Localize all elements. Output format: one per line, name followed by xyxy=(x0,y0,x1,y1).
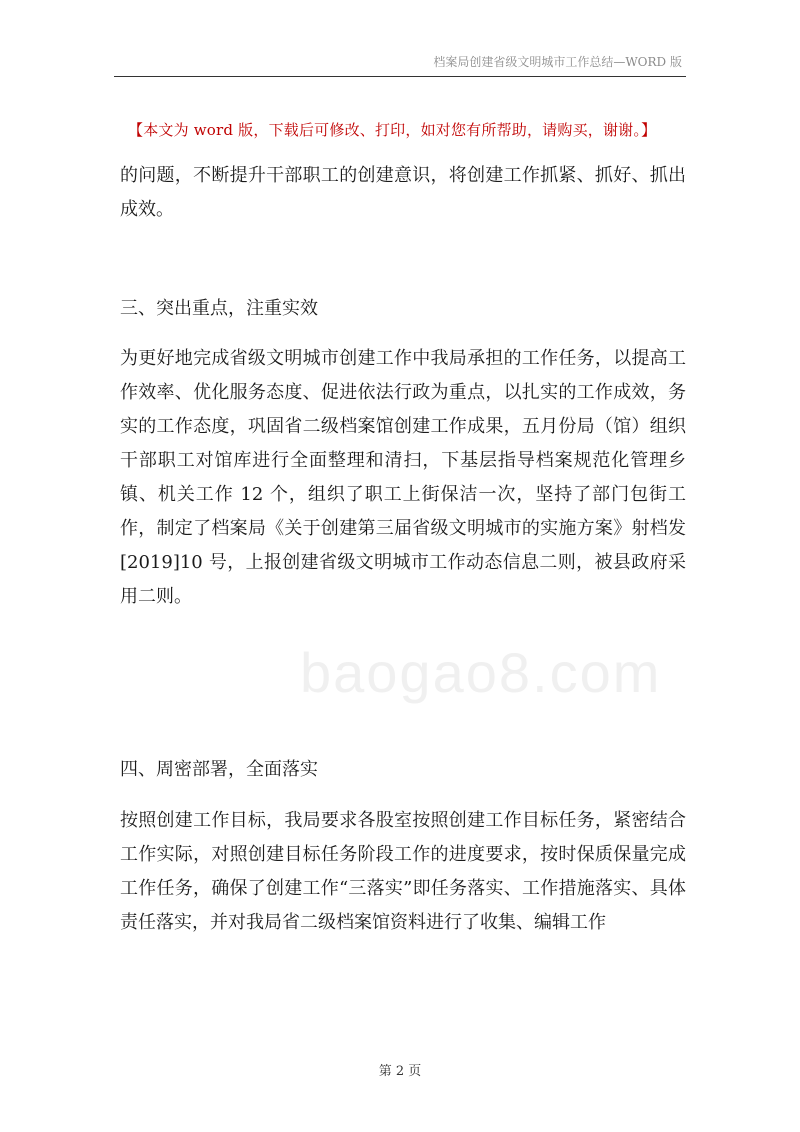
header-title: 档案局创建省级文明城市工作总结—WORD 版 xyxy=(433,55,682,69)
page-number: 第 2 页 xyxy=(378,1064,422,1079)
paragraph-section-3 xyxy=(120,342,686,614)
header-divider xyxy=(114,76,686,77)
paragraph-text: 按照创建工作目标，我局要求各股室按照创建工作目标任务，紧密结合工作实际，对照创建目标任务阶段工作的进度要求，按时保质保量完成工作任务，确保了创建工作“三落实”即任务落实、工作措施落实、具体责任落实，并对我局省二级档案馆资料进行了收集、编辑工作 xyxy=(120,810,686,933)
heading-text: 四、周密部署，全面落实 xyxy=(120,759,318,780)
paragraph-text: 的问题，不断提升干部职工的创建意识，将创建工作抓紧、抓好、抓出成效。 xyxy=(120,165,686,220)
heading-text: 三、突出重点，注重实效 xyxy=(120,298,318,319)
section-heading-3 xyxy=(120,292,686,326)
paragraph-section-4 xyxy=(120,804,686,940)
paragraph-continued xyxy=(120,159,686,227)
watermark-text: baogao8.com xyxy=(300,641,662,704)
purchase-notice: 【本文为 word 版，下载后可修改、打印，如对您有所帮助，请购买，谢谢。】 xyxy=(128,121,657,139)
section-heading-4 xyxy=(120,753,686,787)
paragraph-text: 为更好地完成省级文明城市创建工作中我局承担的工作任务，以提高工作效率、优化服务态度、促进依法行政为重点，以扎实的工作成效，务实的工作态度，巩固省二级档案馆创建工作成果，五月份局（馆）组织干部职工对馆库进行全面整理和清扫，下基层指导档案规范化管理乡镇、机关工作 12 个，组织了职工上街保洁一次，坚持了部门包街工作，制定了档案局《关于创建第三届省级文明城市的实施方案》射档发[2019]10 号，上报创建省级文明城市工作动态信息二则，被县政府采用二则。 xyxy=(120,348,686,607)
